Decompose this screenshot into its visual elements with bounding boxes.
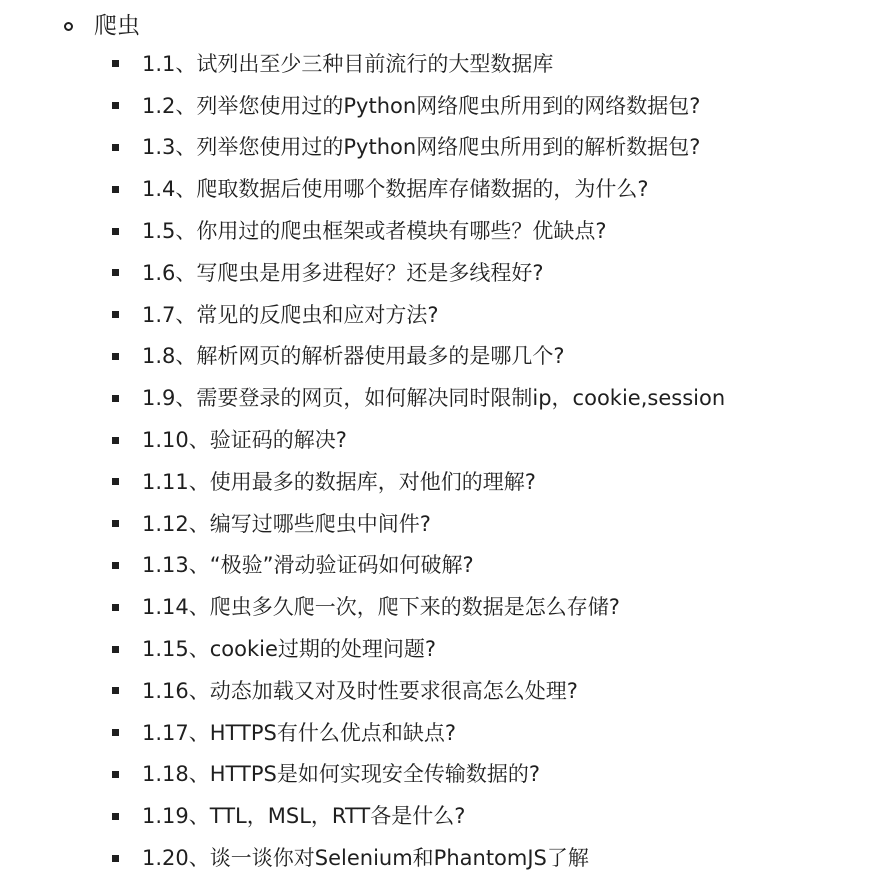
list-item-label: 1.19、TTL，MSL，RTT各是什么?	[142, 804, 466, 829]
list-item-label: 1.4、爬取数据后使用哪个数据库存储数据的，为什么?	[142, 177, 649, 202]
list-item-label: 1.14、爬虫多久爬一次，爬下来的数据是怎么存储?	[142, 595, 620, 620]
square-bullet-icon	[112, 771, 119, 778]
circle-bullet-icon	[64, 22, 73, 31]
question-list	[112, 43, 725, 879]
list-item	[112, 503, 725, 545]
list-item-label: 1.10、验证码的解决?	[142, 428, 347, 453]
list-item	[112, 252, 725, 294]
list-item-label: 1.12、编写过哪些爬虫中间件?	[142, 511, 431, 536]
square-bullet-icon	[112, 353, 119, 360]
list-item-label: 1.18、HTTPS是如何实现安全传输数据的?	[142, 762, 540, 787]
list-item-label: 1.2、列举您使用过的Python网络爬虫所用到的网络数据包?	[142, 93, 701, 118]
list-item-label: 1.17、HTTPS有什么优点和缺点?	[142, 720, 456, 745]
list-item	[112, 210, 725, 252]
list-item	[112, 168, 725, 210]
list-item	[112, 294, 725, 336]
square-bullet-icon	[112, 395, 119, 402]
square-bullet-icon	[112, 729, 119, 736]
list-item	[112, 336, 725, 378]
list-item-label: 1.5、你用过的爬虫框架或者模块有哪些？优缺点?	[142, 219, 607, 244]
square-bullet-icon	[112, 855, 119, 862]
list-item-label: 1.1、试列出至少三种目前流行的大型数据库	[142, 51, 554, 76]
list-item	[112, 419, 725, 461]
list-item	[112, 586, 725, 628]
list-item	[112, 545, 725, 587]
list-item	[112, 837, 725, 879]
square-bullet-icon	[112, 604, 119, 611]
list-item	[112, 85, 725, 127]
square-bullet-icon	[112, 186, 119, 193]
list-item-label: 1.13、“极验”滑动验证码如何破解?	[142, 553, 474, 578]
list-item	[112, 628, 725, 670]
list-item-label: 1.9、需要登录的网页，如何解决同时限制ip，cookie,session	[142, 386, 726, 411]
list-item-label: 1.8、解析网页的解析器使用最多的是哪几个?	[142, 344, 565, 369]
square-bullet-icon	[112, 520, 119, 527]
square-bullet-icon	[112, 144, 119, 151]
list-item	[112, 670, 725, 712]
list-item	[112, 712, 725, 754]
square-bullet-icon	[112, 646, 119, 653]
list-item	[112, 377, 725, 419]
square-bullet-icon	[112, 311, 119, 318]
square-bullet-icon	[112, 269, 119, 276]
list-item-label: 1.7、常见的反爬虫和应对方法?	[142, 302, 439, 327]
square-bullet-icon	[112, 102, 119, 109]
square-bullet-icon	[112, 813, 119, 820]
list-item	[112, 795, 725, 837]
square-bullet-icon	[112, 437, 119, 444]
square-bullet-icon	[112, 562, 119, 569]
list-item-label: 1.11、使用最多的数据库，对他们的理解?	[142, 469, 536, 494]
list-item	[112, 461, 725, 503]
list-item-label: 1.6、写爬虫是用多进程好？还是多线程好?	[142, 260, 544, 285]
list-item-label: 1.20、谈一谈你对Selenium和PhantomJS了解	[142, 846, 589, 871]
list-item-label: 1.16、动态加载又对及时性要求很高怎么处理?	[142, 678, 578, 703]
outline-top-item	[64, 10, 140, 42]
list-item-label: 1.15、cookie过期的处理问题?	[142, 637, 437, 662]
square-bullet-icon	[112, 228, 119, 235]
top-item-label: 爬虫	[94, 13, 140, 39]
list-item	[112, 43, 725, 85]
square-bullet-icon	[112, 478, 119, 485]
list-item	[112, 754, 725, 796]
list-item	[112, 127, 725, 169]
square-bullet-icon	[112, 60, 119, 67]
list-item-label: 1.3、列举您使用过的Python网络爬虫所用到的解析数据包?	[142, 135, 701, 160]
square-bullet-icon	[112, 687, 119, 694]
